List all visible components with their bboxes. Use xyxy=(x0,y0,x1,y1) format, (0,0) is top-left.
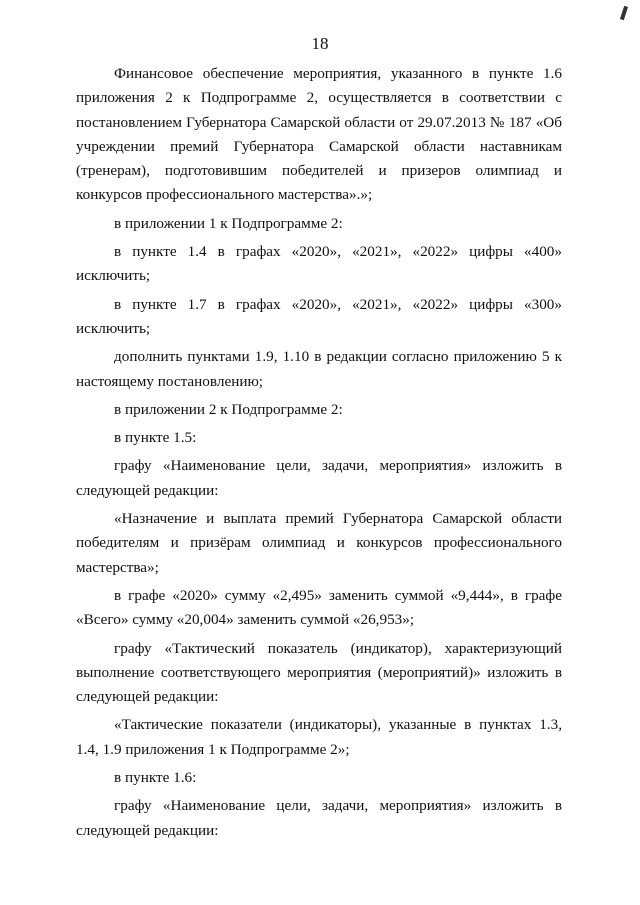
paragraph: графу «Тактический показатель (индикатор), характеризующий выполнение соответствующего мероприятия (мероприятий)» изложить в следующей редакции: xyxy=(76,639,562,706)
paragraph: графу «Наименование цели, задачи, мероприятия» изложить в следующей редакции: xyxy=(76,457,562,499)
paragraph: в пункте 1.4 в графах «2020», «2021», «2022» цифры «400» исключить; xyxy=(76,243,562,285)
paragraph: «Назначение и выплата премий Губернатора Самарской области победителям и призёрам олимпиад и конкурсов профессионального мастерства»; xyxy=(76,510,562,576)
paragraph: в графе «2020» сумму «2,495» заменить суммой «9,444», в графе «Всего» сумму «20,004» заменить суммой «26,953»; xyxy=(76,586,562,629)
paragraph: в пункте 1.7 в графах «2020», «2021», «2022» цифры «300» исключить; xyxy=(76,295,562,337)
paragraph: в пункте 1.6: xyxy=(114,769,197,787)
page-number: 18 xyxy=(311,34,329,53)
paragraph: дополнить пунктами 1.9, 1.10 в редакции согласно приложению 5 к настоящему постановлению; xyxy=(76,348,562,390)
scan-mark xyxy=(620,6,628,21)
paragraph: Финансовое обеспечение мероприятия, указанного в пункте 1.6 приложения 2 к Подпрограмме 2, осуществляется в соответствии с постановлением Губернатора Самарской области от 29.07.2013 № 187 «Об учреждении премий Губернатора Самарской области наставникам (тренерам), подготовившим победителей и призеров олимпиад и конкурсов профессионального мастерства».»; xyxy=(76,65,562,204)
paragraph: в приложении 2 к Подпрограмме 2: xyxy=(114,400,343,418)
document-body xyxy=(76,62,562,843)
paragraph: графу «Наименование цели, задачи, мероприятия» изложить в следующей редакции: xyxy=(76,797,562,839)
paragraph: «Тактические показатели (индикаторы), указанные в пунктах 1.3, 1.4, 1.9 приложения 1 к Подпрограмме 2»; xyxy=(76,716,562,758)
paragraph: в приложении 1 к Подпрограмме 2: xyxy=(114,214,343,232)
paragraph: в пункте 1.5: xyxy=(114,429,197,447)
